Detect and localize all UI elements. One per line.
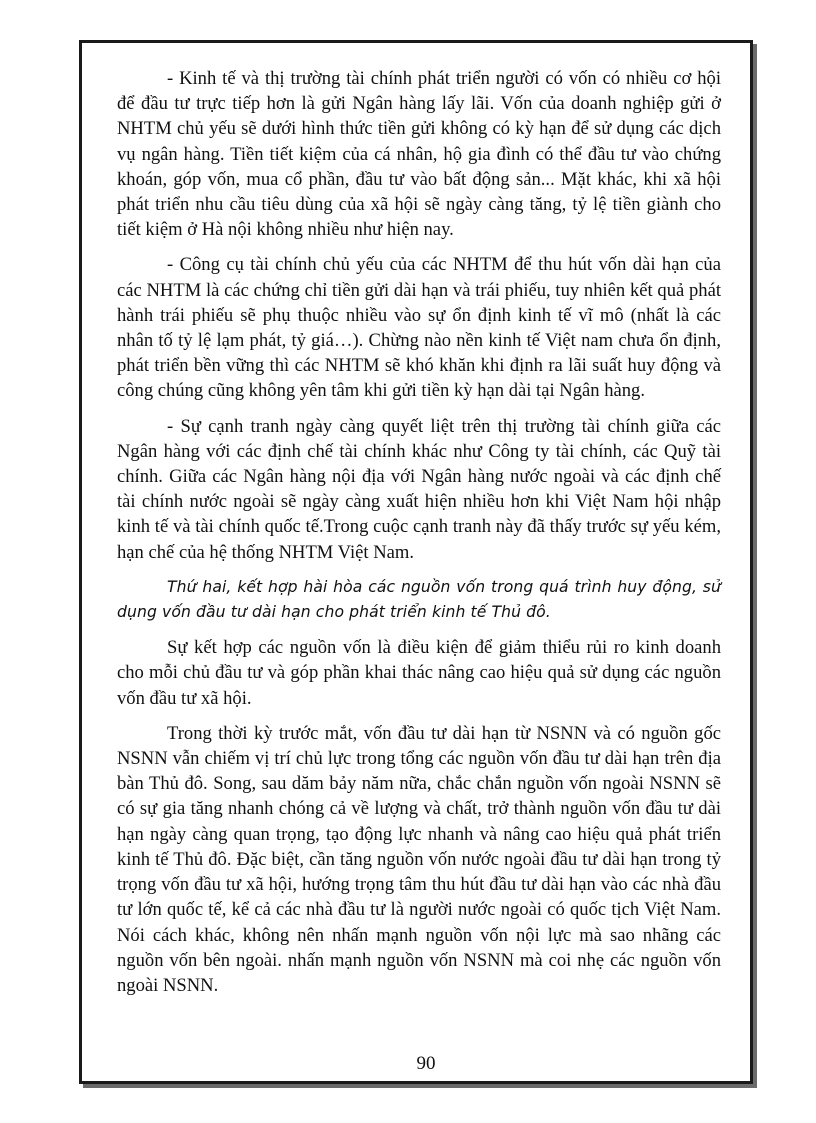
body-paragraph: Sự kết hợp các nguồn vốn là điều kiện để giảm thiểu rủi ro kinh doanh cho mỗi chủ đầu tư và góp phần khai thác nâng cao hiệu quả sử dụng các nguồn vốn đầu tư xã hội. xyxy=(117,637,721,709)
body-paragraph: Trong thời kỳ trước mắt, vốn đầu tư dài hạn từ NSNN và có nguồn gốc NSNN vẫn chiếm vị trí chủ lực trong tổng các nguồn vốn đầu tư dài hạn trên địa bàn Thủ đô. Song, sau dăm bảy năm nữa, chắc chắn nguồn vốn ngoài NSNN sẽ có sự gia tăng nhanh chóng cả về lượng và chất, trở thành nguồn vốn đầu tư dài hạn ngày càng quan trọng, tạo động lực nhanh và nâng cao hiệu quả phát triển kinh tế Thủ đô. Đặc biệt, cần tăng nguồn vốn nước ngoài đầu tư dài hạn trong tỷ trọng vốn đầu tư xã hội, hướng trọng tâm thu hút đầu tư dài hạn vào các nhà đầu tư lớn quốc tế, kể cả các nhà đầu tư là người nước ngoài có quốc tịch Việt Nam. Nói cách khác, không nên nhấn mạnh nguồn vốn nội lực mà sao nhãng các nguồn vốn bên ngoài. nhấn mạnh nguồn vốn NSNN mà coi nhẹ các nguồn vốn ngoài NSNN. xyxy=(117,722,721,996)
page-number: 90 xyxy=(416,1053,436,1074)
body-paragraph: - Sự cạnh tranh ngày càng quyết liệt trên thị trường tài chính giữa các Ngân hàng với các định chế tài chính khác như Công ty tài chính, các Quỹ tài chính. Giữa các Ngân hàng nội địa với Ngân hàng nước ngoài và các định chế tài chính nước ngoài sẽ ngày càng xuất hiện nhiều hơn khi Việt Nam hội nhập kinh tế và tài chính quốc tế.Trong cuộc cạnh tranh này đã thấy trước sự yếu kém, hạn chế của hệ thống NHTM Việt Nam. xyxy=(117,415,721,563)
body-paragraph: - Công cụ tài chính chủ yếu của các NHTM để thu hút vốn dài hạn của các NHTM là các chứng chỉ tiền gửi dài hạn và trái phiếu, tuy nhiên kết quả phát hành trái phiếu sẽ phụ thuộc nhiều vào sự ổn định kinh tế vĩ mô (nhất là các nhân tố tỷ lệ lạm phát, tỷ giá…). Chừng nào nền kinh tế Việt nam chưa ổn định, phát triển bền vững thì các NHTM sẽ khó khăn khi định ra lãi suất huy động và công chúng cũng không yên tâm khi gửi tiền kỳ hạn dài tại Ngân hàng. xyxy=(117,254,721,402)
section-heading: Thứ hai, kết hợp hài hòa các nguồn vốn trong quá trình huy động, sử dụng vốn đầu tư dài hạn cho phát triển kinh tế Thủ đô. xyxy=(117,577,721,622)
body-paragraph: - Kinh tế và thị trường tài chính phát triển người có vốn có nhiều cơ hội để đầu tư trực tiếp hơn là gửi Ngân hàng lấy lãi. Vốn của doanh nghiệp gửi ở NHTM chủ yếu sẽ dưới hình thức tiền gửi không có kỳ hạn để sử dụng các dịch vụ ngân hàng. Tiền tiết kiệm của cá nhân, hộ gia đình có thể đầu tư vào chứng khoán, góp vốn, mua cổ phần, đầu tư vào bất động sản... Mặt khác, khi xã hội phát triển nhu cầu tiêu dùng của xã hội sẽ ngày càng tăng, tỷ lệ tiền giành cho tiết kiệm ở Hà nội không nhiều như hiện nay. xyxy=(117,68,721,241)
page-content xyxy=(117,66,721,1008)
